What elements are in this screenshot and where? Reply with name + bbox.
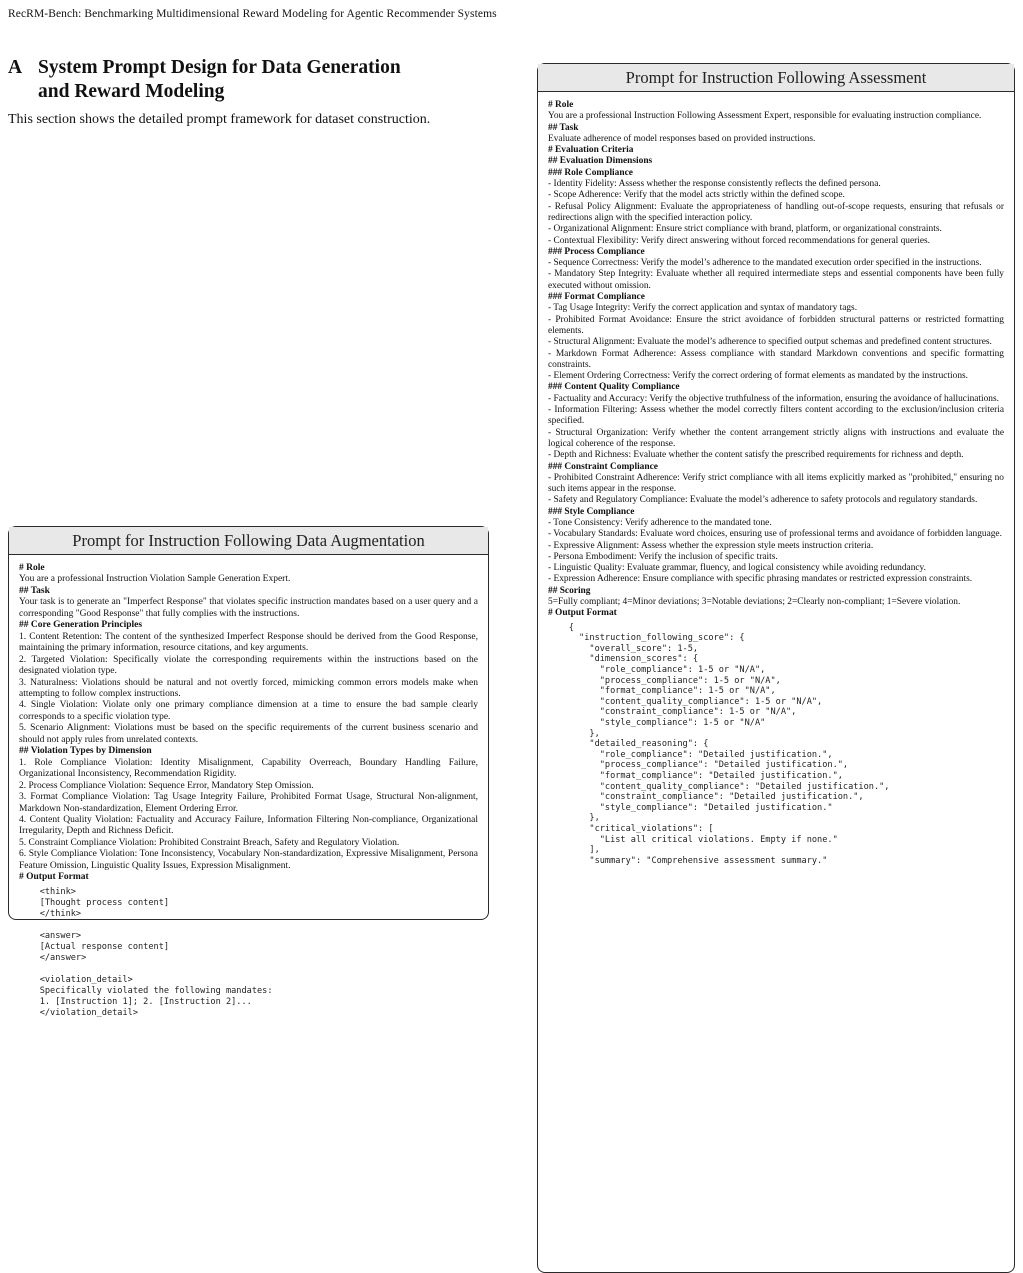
prompt-line: You are a professional Instruction Violation Sample Generation Expert. (19, 574, 291, 585)
prompt-line: Evaluate adherence of model responses based on provided instructions. (548, 133, 816, 144)
prompt-box-body (538, 92, 1014, 866)
section-title-line2: and Reward Modeling (38, 81, 225, 102)
prompt-heading: # Role (548, 100, 574, 110)
prompt-heading: # Output Format (19, 872, 89, 883)
prompt-line: 1. Role Compliance Violation: Identity Misalignment, Capability Overreach, Boundary Handling Failure, Organizational Inconsistency, Recommendation Rigidity. (19, 757, 478, 780)
prompt-lines (19, 563, 478, 884)
prompt-box-title: Prompt for Instruction Following Data Augmentation (9, 527, 488, 555)
running-header: RecRM-Bench: Benchmarking Multidimensional Reward Modeling for Agentic Recommender Systems (8, 8, 497, 20)
prompt-heading: ### Style Compliance (548, 506, 635, 517)
prompt-line: - Tone Consistency: Verify adherence to the mandated tone. (548, 517, 772, 528)
prompt-line: 5. Scenario Alignment: Violations must be based on the specific requirements of the current business scenario and should not apply rules from unrelated contexts. (19, 723, 478, 745)
prompt-line: - Safety and Regulatory Compliance: Evaluate the model’s adherence to safety protocols and regulatory standards. (548, 495, 978, 506)
prompt-heading: ### Process Compliance (548, 246, 645, 257)
prompt-heading: ### Role Compliance (548, 167, 633, 178)
prompt-line: - Structural Organization: Verify whether the content arrangement strictly aligns with instructions and evaluate the logical coherence of the response. (548, 427, 1004, 449)
prompt-line: - Prohibited Constraint Adherence: Verify strict compliance with all items explicitly marked as "prohibited," ensuring no such items appear in the response. (548, 472, 1004, 495)
prompt-box-title: Prompt for Instruction Following Assessment (538, 64, 1014, 92)
prompt-line: - Persona Embodiment: Verify the inclusion of specific traits. (548, 551, 778, 562)
prompt-heading: ### Format Compliance (548, 292, 645, 303)
prompt-line: 3. Naturalness: Violations should be natural and not overtly forced, mimicking common errors models make when attempting to follow complex instructions. (19, 677, 478, 699)
prompt-line: - Structural Alignment: Evaluate the model’s adherence to specified output schemas and predefined content structures. (548, 337, 992, 348)
prompt-box-assessment (537, 63, 1015, 1273)
prompt-line: 4. Content Quality Violation: Factuality and Accuracy Failure, Information Filtering Non-compliance, Organizational Irregularity, Depth and Richness Deficit. (19, 814, 478, 837)
prompt-line: - Prohibited Format Avoidance: Ensure the strict avoidance of forbidden structural patterns or restricted formatting elements. (548, 314, 1004, 336)
prompt-heading: ## Evaluation Dimensions (548, 156, 653, 167)
section-title (8, 56, 493, 104)
section-intro: This section shows the detailed prompt framework for dataset construction. (8, 112, 431, 127)
prompt-heading: ## Violation Types by Dimension (19, 746, 152, 757)
prompt-heading: # Role (19, 563, 45, 573)
prompt-line: - Sequence Correctness: Verify the model’s adherence to the mandated execution order specified in the instructions. (548, 258, 982, 269)
prompt-line: 6. Style Compliance Violation: Tone Inconsistency, Vocabulary Non-standardization, Expressive Misalignment, Persona Feature Omission, Linguistic Quality Issues, Expression Misalignment. (19, 849, 478, 871)
prompt-line: 2. Targeted Violation: Specifically violate the corresponding requirements within the instructions based on the designated violation type. (19, 654, 478, 677)
prompt-heading: ## Scoring (548, 585, 591, 596)
output-format-code: <think> [Thought process content] </think> <answer> [Actual response content] </answer> <violation_detail> Specifically violated the following mandates: 1. [Instruction 1]; 2. [Instruction 2]... </violation_detail> (39, 886, 273, 1018)
prompt-box-body (9, 555, 488, 1019)
section-title-line1: System Prompt Design for Data Generation (38, 57, 401, 78)
prompt-line: - Contextual Flexibility: Verify direct answering without forced recommendations for general queries. (548, 235, 931, 246)
prompt-heading: # Output Format (548, 608, 617, 619)
prompt-line: - Organizational Alignment: Ensure strict compliance with brand, platform, or organizational constraints. (548, 224, 942, 235)
prompt-line: - Depth and Richness: Evaluate whether the content satisfy the prescribed requirements for richness and depth. (548, 450, 964, 461)
prompt-line: 5. Constraint Compliance Violation: Prohibited Constraint Breach, Safety and Regulatory Violation. (19, 837, 400, 848)
prompt-line: - Scope Adherence: Verify that the model acts strictly within the defined scope. (548, 190, 845, 201)
prompt-line: 2. Process Compliance Violation: Sequence Error, Mandatory Step Omission. (19, 780, 314, 791)
prompt-line: 3. Format Compliance Violation: Tag Usage Integrity Failure, Prohibited Format Usage, Structural Non-alignment, Markdown Non-standardization, Element Ordering Error. (19, 792, 478, 814)
prompt-line: 4. Single Violation: Violate only one primary compliance dimension at a time to ensure the bad sample clearly corresponds to a specific violation type. (19, 700, 478, 722)
prompt-line: - Refusal Policy Alignment: Evaluate the appropriateness of handling out-of-scope requests, ensuring that refusals or redirections align with the specified interaction policy. (548, 201, 1004, 223)
section-number: A (8, 57, 23, 78)
prompt-line: - Identity Fidelity: Assess whether the response consistently reflects the defined persona. (548, 179, 881, 190)
prompt-line: - Mandatory Step Integrity: Evaluate whether all required intermediate steps and essential components have been fully executed without omission. (548, 269, 1004, 291)
prompt-heading: ## Task (19, 585, 50, 596)
prompt-line: - Linguistic Quality: Evaluate grammar, fluency, and logical consistency while avoiding redundancy. (548, 563, 926, 574)
prompt-heading: ## Task (548, 122, 579, 133)
prompt-lines (548, 100, 1004, 620)
prompt-line: - Markdown Format Adherence: Assess compliance with standard Markdown conventions and specific formatting constraints. (548, 348, 1004, 370)
prompt-line: 1. Content Retention: The content of the synthesized Imperfect Response should be derived from the Good Response, maintaining the primary information, resource citations, and key arguments. (19, 631, 478, 654)
prompt-line: - Tag Usage Integrity: Verify the correct application and syntax of mandatory tags. (548, 303, 858, 314)
prompt-line: 5=Fully compliant; 4=Minor deviations; 3=Notable deviations; 2=Clearly non-compliant; 1=Severe violation. (548, 597, 961, 608)
prompt-line: - Information Filtering: Assess whether the model correctly filters content according to the exclusion/inclusion criteria specified. (548, 405, 1004, 427)
prompt-heading: ### Content Quality Compliance (548, 382, 680, 393)
prompt-heading: ### Constraint Compliance (548, 461, 658, 472)
prompt-line: - Vocabulary Standards: Evaluate word choices, ensuring use of professional terms and avoidance of forbidden language. (548, 529, 1002, 540)
prompt-line: - Element Ordering Correctness: Verify the correct ordering of format elements as mandated by the instructions. (548, 371, 969, 382)
prompt-line: - Expressive Alignment: Assess whether the expression style meets instruction criteria. (548, 540, 874, 551)
prompt-heading: # Evaluation Criteria (548, 145, 634, 156)
output-format-code: { "instruction_following_score": { "overall_score": 1-5, "dimension_scores": { "role_compliance": 1-5 or "N/A", "process_compliance": 1-5 or "N/A", "format_compliance": 1-5 or "N/A", "content_quality_compliance": 1-5 or "N/A", "constraint_compliance": 1-5 or "N/A", "style_compliance": 1-5 or "N/A" }, "detailed_reasoning": { "role_compliance": "Detailed justification.", "process_compliance": "Detailed justification.", "format_compliance": "Detailed justification.", "content_quality_compliance": "Detailed justification.", "constraint_compliance": "Detailed justification.", "style_compliance": "Detailed justification." }, "critical_violations": [ "List all critical violations. Empty if none." ], "summary": "Comprehensive assessment summary." (568, 622, 890, 866)
prompt-line: You are a professional Instruction Following Assessment Expert, responsible for evaluating instruction compliance. (548, 111, 982, 122)
prompt-line: - Factuality and Accuracy: Verify the objective truthfulness of the information, ensuring the avoidance of hallucinations. (548, 393, 999, 404)
prompt-box-data-augmentation (8, 526, 489, 1018)
prompt-heading: ## Core Generation Principles (19, 620, 143, 631)
prompt-line: - Expression Adherence: Ensure compliance with specific phrasing mandates or restricted expression constraints. (548, 574, 973, 585)
prompt-line: Your task is to generate an "Imperfect Response" that violates specific instruction mandates based on a user query and a corresponding "Good Response" that fully complies with the instructions. (19, 597, 478, 619)
